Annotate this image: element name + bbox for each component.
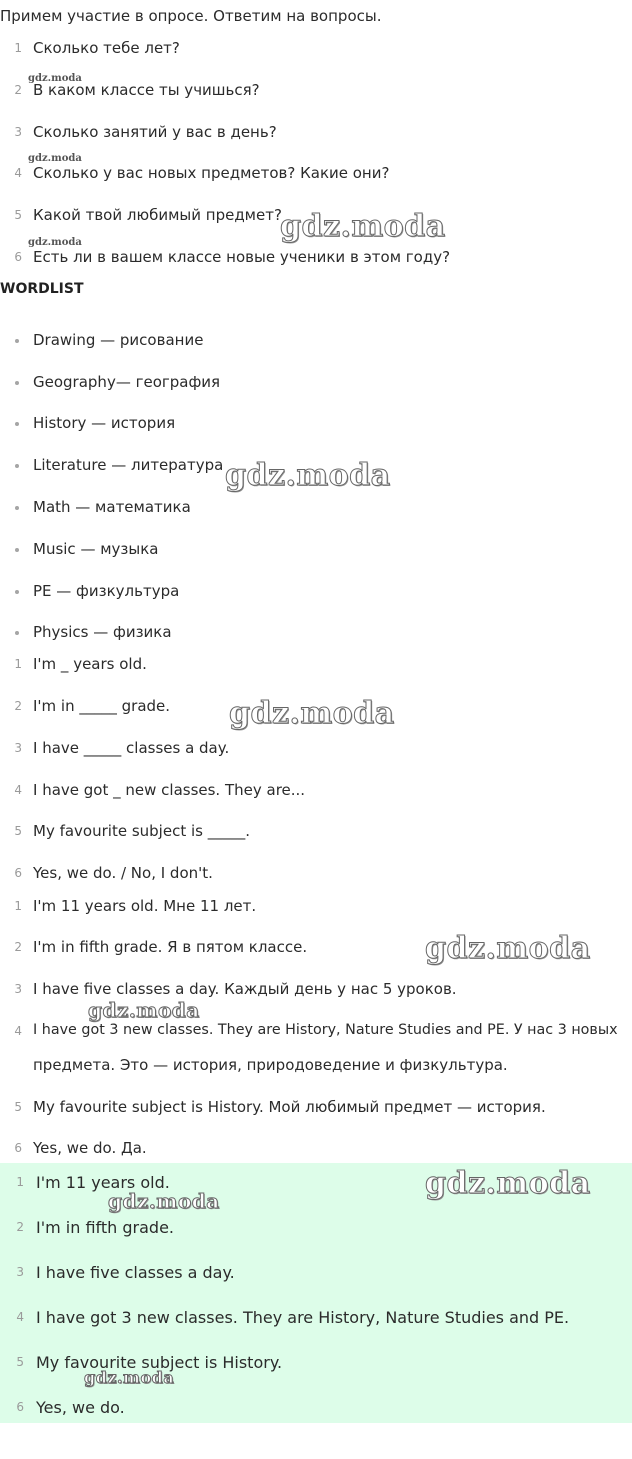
watermark: gdz.moda (225, 458, 391, 493)
item-number: 4 (14, 166, 22, 180)
item-text: Сколько у вас новых предметов? Какие они? (33, 164, 390, 182)
bullet-icon (15, 590, 19, 594)
watermark: gdz.moda (229, 696, 395, 731)
wordlist-heading: WORDLIST (0, 281, 84, 297)
item-number: 3 (16, 1265, 24, 1279)
item-number: 4 (14, 783, 22, 797)
item-text: I have five classes a day. Каждый день у нас 5 уроков. (33, 980, 457, 998)
bullet-icon (15, 339, 19, 343)
item-text: Math — математика (33, 498, 191, 516)
item-number: 3 (14, 741, 22, 755)
item-text: My favourite subject is History. Мой любимый предмет — история. (33, 1098, 546, 1116)
item-text: Yes, we do. / No, I don't. (33, 864, 213, 882)
item-text: предмета. Это — история, природоведение и физкультура. (33, 1056, 508, 1074)
bullet-icon (15, 464, 19, 468)
item-number: 2 (16, 1220, 24, 1234)
item-text: Какой твой любимый предмет? (33, 206, 282, 224)
item-number: 1 (14, 41, 22, 55)
item-number: 4 (16, 1310, 24, 1324)
item-text: I have got 3 new classes. They are History, Nature Studies and PE. (36, 1308, 570, 1327)
watermark: gdz.moda (28, 237, 82, 248)
item-number: 5 (16, 1355, 24, 1369)
item-number: 6 (16, 1400, 24, 1414)
item-text: Yes, we do. (36, 1398, 125, 1417)
item-text: I'm 11 years old. (36, 1173, 170, 1192)
watermark: gdz.moda (425, 931, 591, 966)
item-text: Сколько тебе лет? (33, 39, 180, 57)
bullet-icon (15, 506, 19, 510)
watermark: gdz.moda (88, 998, 200, 1022)
item-text: I have five classes a day. (36, 1263, 235, 1282)
item-text: I'm in fifth grade. Я в пятом классе. (33, 938, 308, 956)
item-text: Music — музыка (33, 540, 159, 558)
item-number: 1 (14, 657, 22, 671)
item-number: 5 (14, 208, 22, 222)
bullet-icon (15, 422, 19, 426)
watermark: gdz.moda (84, 1368, 175, 1387)
watermark: gdz.moda (280, 209, 446, 244)
item-number: 5 (14, 824, 22, 838)
item-text: I have got 3 new classes. They are History, Nature Studies and PE. У нас 3 новых (33, 1022, 618, 1038)
item-text: I'm _ years old. (33, 655, 147, 673)
watermark: gdz.moda (425, 1166, 591, 1201)
item-number: 6 (14, 866, 22, 880)
item-number: 6 (14, 1141, 22, 1155)
bullet-icon (15, 548, 19, 552)
item-number: 3 (14, 982, 22, 996)
item-text: I'm in _____ grade. (33, 697, 171, 715)
item-text: History — история (33, 414, 176, 432)
item-text: My favourite subject is _____. (33, 822, 250, 840)
item-text: I'm in fifth grade. (36, 1218, 175, 1237)
item-text: Есть ли в вашем классе новые ученики в этом году? (33, 248, 451, 266)
bullet-icon (15, 631, 19, 635)
watermark: gdz.moda (28, 153, 82, 164)
item-text: Geography— география (33, 373, 221, 391)
item-number: 1 (16, 1175, 24, 1189)
item-text: Physics — физика (33, 623, 172, 641)
bullet-icon (15, 381, 19, 385)
item-text: Сколько занятий у вас в день? (33, 123, 277, 141)
item-text: I have got _ new classes. They are... (33, 781, 306, 799)
item-text: I have _____ classes a day. (33, 739, 230, 757)
watermark: gdz.moda (28, 73, 82, 84)
item-number: 5 (14, 1100, 22, 1114)
watermark: gdz.moda (108, 1189, 220, 1213)
item-number: 6 (14, 250, 22, 264)
item-number: 2 (14, 699, 22, 713)
item-text: My favourite subject is History. (36, 1353, 283, 1372)
item-text: PE — физкультура (33, 582, 180, 600)
item-number: 1 (14, 899, 22, 913)
intro-text: Примем участие в опросе. Ответим на вопросы. (0, 7, 382, 25)
item-number: 2 (14, 940, 22, 954)
item-number: 4 (14, 1024, 22, 1038)
item-number: 2 (14, 83, 22, 97)
item-text: Literature — литература (33, 456, 224, 474)
item-text: Yes, we do. Да. (33, 1139, 147, 1157)
item-number: 3 (14, 125, 22, 139)
item-text: Drawing — рисование (33, 331, 204, 349)
item-text: В каком классе ты учишься? (33, 81, 260, 99)
item-text: I'm 11 years old. Мне 11 лет. (33, 897, 257, 915)
